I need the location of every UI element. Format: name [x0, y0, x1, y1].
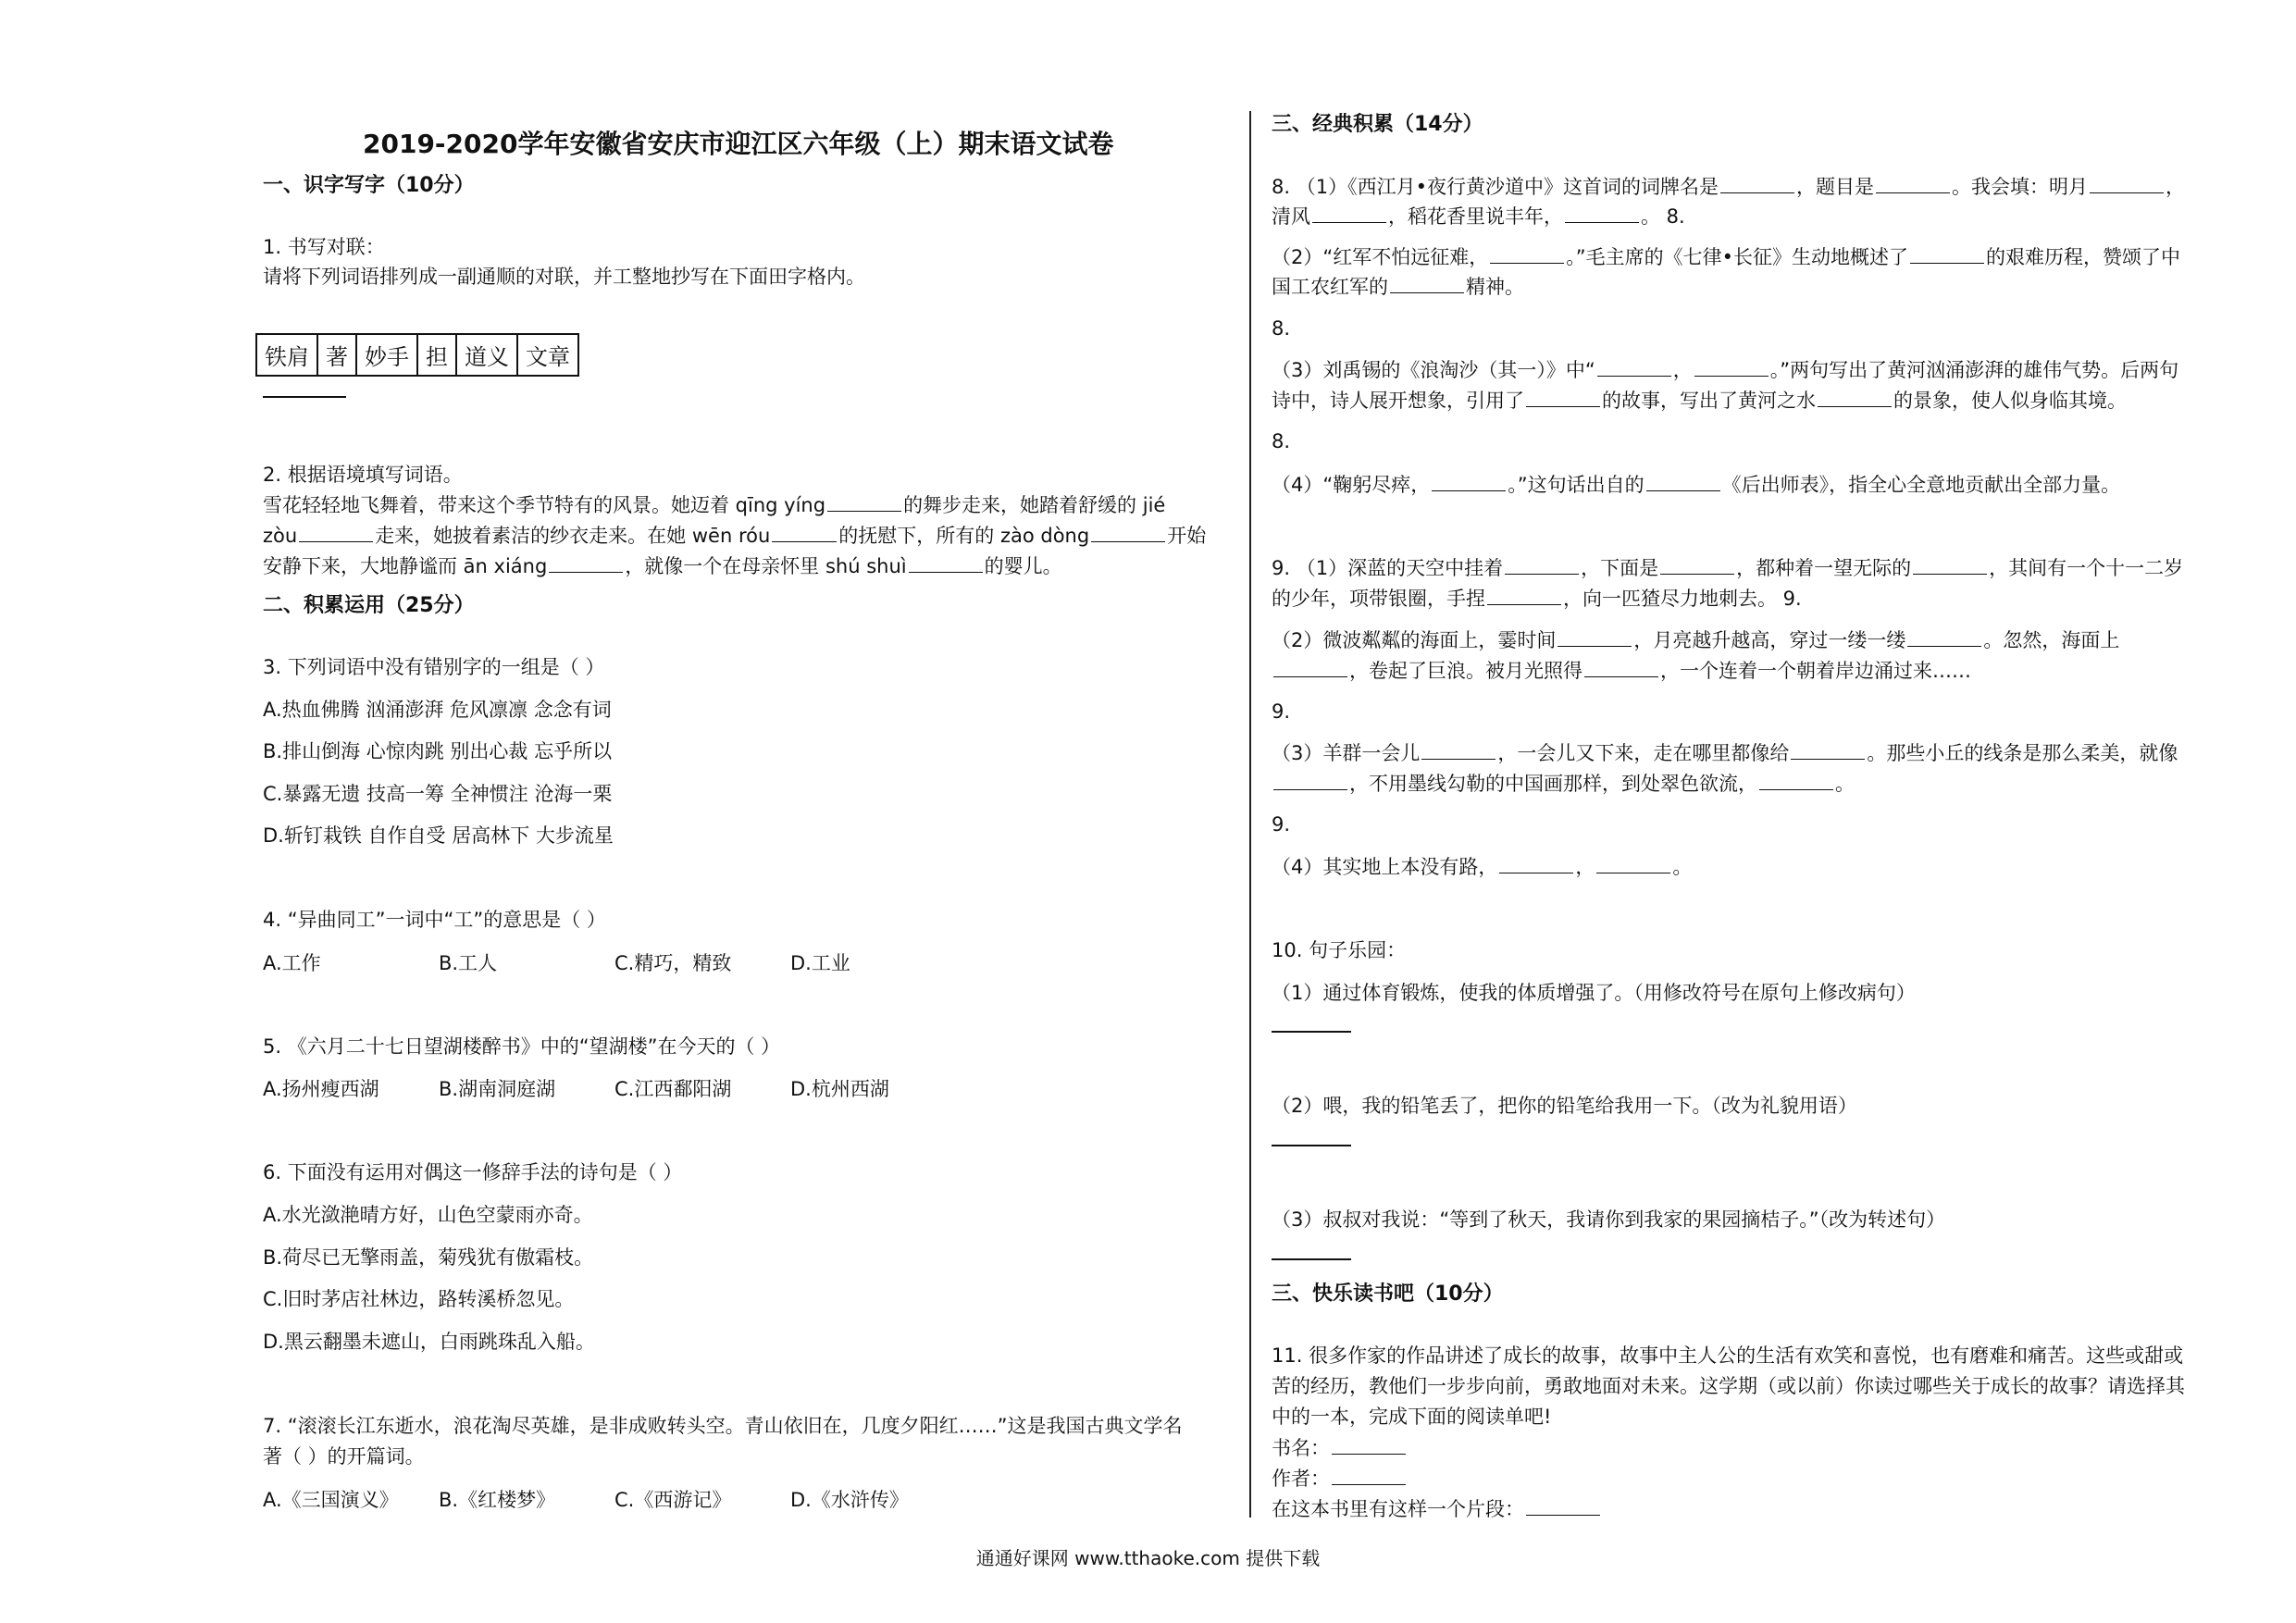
grid-cell: 文章 — [517, 334, 578, 376]
answer-blank[interactable] — [1273, 656, 1347, 677]
answer-blank[interactable] — [1499, 852, 1573, 873]
q8-text: 的景象，使人似身临其境。 — [1893, 390, 2127, 412]
answer-blank[interactable] — [827, 490, 901, 512]
q8-text: 精神。 — [1466, 276, 1524, 298]
q3-option-a[interactable]: A.热血佛腾 汹涌澎湃 危风凛凛 念念有词 — [263, 699, 612, 721]
q5-stem: 5. 《六月二十七日望湖楼醉书》中的“望湖楼”在今天的（ ） — [263, 1035, 781, 1058]
q8-text: 《后出师表》，指全心全意地贡献出全部力量。 — [1721, 474, 2121, 496]
q8-text: （3）刘禹锡的《浪淘沙（其一）》中“ — [1272, 359, 1595, 381]
q8-text: （2）“红军不怕远征难， — [1272, 246, 1489, 268]
answer-blank[interactable] — [1312, 202, 1386, 223]
q2-text: zòu — [263, 525, 298, 547]
q8-number: 8. — [1272, 317, 1291, 340]
q8-text: 清风 — [1272, 205, 1310, 228]
q9-part3-line2 — [1272, 769, 1855, 798]
q9-part4 — [1272, 852, 1692, 881]
passage-label: 在这本书里有这样一个片段： — [1272, 1498, 1524, 1520]
q4-stem: 4. “异曲同工”一词中“工”的意思是（ ） — [263, 909, 606, 931]
answer-blank[interactable] — [909, 551, 983, 573]
q2-line-3 — [263, 551, 1062, 580]
q3-option-c[interactable]: C.暴露无遗 技高一筹 全神惯注 沧海一栗 — [263, 783, 613, 805]
author-input[interactable] — [1332, 1464, 1406, 1485]
q8-part1-line2 — [1272, 202, 1685, 230]
q8-text: 。”毛主席的《七律•长征》生动地概述了 — [1566, 246, 1909, 268]
q2-title: 2. 根据语境填写词语。 — [263, 464, 463, 486]
page-title: 2019-2020学年安徽省安庆市迎江区六年级（上）期末语文试卷 — [363, 129, 1114, 159]
q9-part2-line1 — [1272, 626, 2119, 654]
section-heading-2: 二、积累运用（25分） — [263, 594, 475, 617]
q8-text: ，稻花香里说丰年， — [1388, 205, 1563, 228]
answer-blank[interactable] — [1432, 470, 1506, 491]
q2-text: ，就像一个在母亲怀里 shú shuì — [625, 555, 907, 577]
answer-blank[interactable] — [1596, 852, 1670, 873]
q11-passage-field — [1272, 1494, 1602, 1523]
q9-text: 。 — [1672, 856, 1693, 878]
answer-blank[interactable] — [1791, 738, 1865, 760]
q7-stem-line-2: 著（ ）的开篇词。 — [263, 1445, 425, 1468]
q9-part3-line1 — [1272, 738, 2178, 767]
q11-line-1: 11. 很多作家的作品讲述了成长的故事，故事中主人公的生活有欢笑和喜悦，也有磨难和痛苦。这些或甜或 — [1272, 1344, 2184, 1367]
q7-option-c[interactable]: C.《西游记》 — [614, 1489, 732, 1511]
q9-text: 9. （1）深蓝的天空中挂着 — [1272, 557, 1504, 579]
q8-part1-line1 — [1272, 172, 2185, 201]
q9-number: 9. — [1272, 813, 1291, 836]
q11-book-field — [1272, 1433, 1408, 1462]
q8-number: 8. — [1272, 430, 1291, 452]
q5-option-a[interactable]: A.扬州瘦西湖 — [263, 1078, 379, 1100]
passage-input[interactable] — [1526, 1494, 1600, 1516]
q9-part1-line2 — [1272, 584, 1802, 613]
q4-option-c[interactable]: C.精巧，精致 — [614, 952, 732, 974]
q2-text: 的舞步走来，她踏着舒缓的 jié — [903, 494, 1166, 516]
q4-option-d[interactable]: D.工业 — [790, 952, 850, 974]
column-divider — [1249, 111, 1251, 1518]
q8-text: 。”两句写出了黄河汹涌澎湃的雄伟气势。后两句 — [1769, 359, 2179, 381]
q9-text: ，不用墨线勾勒的中国画那样，到处翠色欲流， — [1349, 773, 1757, 795]
q6-option-c[interactable]: C.旧时茅店社林边，路转溪桥忽见。 — [263, 1288, 575, 1310]
q6-option-d[interactable]: D.黑云翻墨未遮山，白雨跳珠乱入船。 — [263, 1331, 595, 1353]
answer-blank[interactable] — [1876, 172, 1950, 193]
q8-text: 。 8. — [1641, 205, 1685, 228]
q9-text: ，一会儿又下来，走在哪里都像给 — [1497, 742, 1790, 764]
q9-part2-line2 — [1272, 656, 1971, 685]
answer-blank[interactable] — [1720, 172, 1794, 193]
q4-option-b[interactable]: B.工人 — [439, 952, 498, 974]
q10-answer-line-1[interactable] — [1272, 1031, 1351, 1033]
q8-text: 8. （1）《西江月•夜行黄沙道中》这首词的词牌名是 — [1272, 176, 1719, 198]
answer-blank[interactable] — [1487, 584, 1561, 605]
grid-cell: 妙手 — [356, 334, 417, 376]
q8-text: 国工农红军的 — [1272, 276, 1388, 298]
q5-option-c[interactable]: C.江西鄱阳湖 — [614, 1078, 732, 1100]
q8-text: 。我会填：明月 — [1951, 176, 2088, 198]
page-footer: 通通好课网 www.tthaoke.com 提供下载 — [975, 1547, 1321, 1569]
q10-sentence-2: （2）喂，我的铅笔丢了，把你的铅笔给我用一下。（改为礼貌用语） — [1272, 1095, 1857, 1117]
answer-blank[interactable] — [1646, 470, 1720, 491]
q8-text: 的艰难历程，赞颂了中 — [1986, 246, 2181, 268]
q7-option-d[interactable]: D.《水浒传》 — [790, 1489, 909, 1511]
q11-line-2: 苦的经历，教他们一步步向前，勇敢地面对未来。这学期（或以前）你读过哪些关于成长的故事？请选择其 — [1272, 1375, 2185, 1397]
q11-author-field — [1272, 1464, 1408, 1493]
answer-blank[interactable] — [1558, 626, 1632, 647]
answer-blank[interactable] — [1597, 355, 1671, 377]
q8-text: 的故事，写出了黄河之水 — [1602, 390, 1816, 412]
q9-text: ，月亮越升越高，穿过一缕一缕 — [1633, 629, 1906, 651]
answer-blank[interactable] — [1565, 202, 1639, 223]
q1-answer-line[interactable] — [263, 396, 346, 398]
q8-part2-line1 — [1272, 242, 2180, 271]
q2-text: 的抚慰下，所有的 zào dòng — [838, 525, 1090, 547]
q2-text: 开始 — [1167, 525, 1207, 547]
q10-answer-line-2[interactable] — [1272, 1145, 1351, 1146]
q8-text: ， — [1672, 359, 1693, 381]
q2-text: 走来，她披着素洁的纱衣走来。在她 wēn róu — [375, 525, 771, 547]
section-heading-1: 一、识字写字（10分） — [263, 174, 475, 197]
book-name-input[interactable] — [1332, 1433, 1406, 1455]
answer-blank[interactable] — [1421, 738, 1496, 760]
answer-blank[interactable] — [1390, 272, 1464, 293]
q8-part4 — [1272, 470, 2120, 499]
q2-line-2 — [263, 521, 1206, 550]
book-label: 书名： — [1272, 1437, 1330, 1459]
author-label: 作者： — [1272, 1468, 1330, 1490]
q5-option-d[interactable]: D.杭州西湖 — [790, 1078, 889, 1100]
answer-blank[interactable] — [1694, 355, 1769, 377]
answer-blank[interactable] — [1660, 553, 1734, 575]
grid-cell: 铁肩 — [256, 334, 317, 376]
answer-blank[interactable] — [1910, 242, 1984, 264]
q10-answer-line-3[interactable] — [1272, 1258, 1351, 1260]
answer-blank[interactable] — [772, 521, 837, 542]
couplet-word-grid — [255, 333, 579, 377]
answer-blank[interactable] — [299, 521, 373, 542]
answer-blank[interactable] — [1759, 769, 1833, 790]
q2-text: 雪花轻轻地飞舞着，带来这个季节特有的风景。她迈着 qīng yíng — [263, 494, 826, 516]
q9-text: （2）微波粼粼的海面上，霎时间 — [1272, 629, 1557, 651]
q9-text: 。 — [1835, 773, 1855, 795]
q1-title: 1. 书写对联： — [263, 236, 385, 258]
q9-text: 的少年，项带银圈，手捏 — [1272, 588, 1485, 610]
answer-blank[interactable] — [549, 551, 623, 573]
q8-text: ，题目是 — [1795, 176, 1874, 198]
q9-text: ，卷起了巨浪。被月光照得 — [1349, 660, 1582, 682]
q9-text: （3）羊群一会儿 — [1272, 742, 1421, 764]
q8-text: （4）“鞠躬尽瘁， — [1272, 474, 1431, 496]
q10-sentence-3: （3）叔叔对我说：“等到了秋天，我请你到我家的果园摘桔子。”（改为转述句） — [1272, 1208, 1946, 1231]
q2-text: 的婴儿。 — [984, 555, 1062, 577]
q4-option-a[interactable]: A.工作 — [263, 952, 321, 974]
q8-text: 诗中，诗人展开想象，引用了 — [1272, 390, 1524, 412]
answer-blank[interactable] — [1091, 521, 1165, 542]
answer-blank[interactable] — [1505, 553, 1579, 575]
q2-line-1 — [263, 490, 1165, 519]
answer-blank[interactable] — [1907, 626, 1981, 647]
q8-part3-line1 — [1272, 355, 2178, 384]
q10-title: 10. 句子乐园： — [1272, 939, 1407, 961]
q9-text: ，一个连着一个朝着岸边涌过来…… — [1660, 660, 1971, 682]
answer-blank[interactable] — [1490, 242, 1564, 264]
q9-text: ，都种着一望无际的 — [1736, 557, 1912, 579]
answer-blank[interactable] — [1273, 769, 1347, 790]
q6-stem: 6. 下面没有运用对偶这一修辞手法的诗句是（ ） — [263, 1161, 683, 1183]
grid-cell: 著 — [317, 334, 356, 376]
q9-text: ，向一匹猹尽力地刺去。 9. — [1563, 588, 1802, 610]
grid-cell: 担 — [417, 334, 456, 376]
q9-text: 。那些小丘的线条是那么柔美，就像 — [1867, 742, 2178, 764]
q7-option-a[interactable]: A.《三国演义》 — [263, 1489, 399, 1511]
q8-part2-line2 — [1272, 272, 1524, 301]
answer-blank[interactable] — [1526, 386, 1600, 407]
q10-sentence-1: （1）通过体育锻炼，使我的体质增强了。（用修改符号在原句上修改病句） — [1272, 982, 1916, 1004]
answer-blank[interactable] — [2090, 172, 2164, 193]
q9-text: ，其间有一个十一二岁 — [1989, 557, 2184, 579]
q6-option-a[interactable]: A.水光潋滟晴方好，山色空蒙雨亦奇。 — [263, 1204, 593, 1226]
grid-cell: 道义 — [456, 334, 517, 376]
q8-part3-line2 — [1272, 386, 2127, 415]
section-heading-3: 三、经典积累（14分） — [1272, 113, 1483, 136]
q2-text: 安静下来，大地静谧而 ān xiáng — [263, 555, 548, 577]
q7-stem-line-1: 7. “滚滚长江东逝水，浪花淘尽英雄，是非成败转头空。青山依旧在，几度夕阳红……”这是我国古典文学名 — [263, 1415, 1183, 1437]
answer-blank[interactable] — [1584, 656, 1658, 677]
q8-text: ， — [2165, 176, 2185, 198]
q5-option-b[interactable]: B.湖南洞庭湖 — [439, 1078, 556, 1100]
q1-instruction: 请将下列词语排列成一副通顺的对联，并工整地抄写在下面田字格内。 — [263, 266, 865, 288]
q7-option-b[interactable]: B.《红楼梦》 — [439, 1489, 556, 1511]
q11-line-3: 中的一本，完成下面的阅读单吧! — [1272, 1406, 1552, 1428]
q9-part1-line1 — [1272, 553, 2183, 582]
q3-stem: 3. 下列词语中没有错别字的一组是（ ） — [263, 656, 605, 678]
q9-text: ，下面是 — [1581, 557, 1659, 579]
q9-number: 9. — [1272, 700, 1291, 723]
answer-blank[interactable] — [1818, 386, 1892, 407]
q9-text: （4）其实地上本没有路， — [1272, 856, 1498, 878]
q9-text: ， — [1575, 856, 1595, 878]
q8-text: 。”这句话出自的 — [1508, 474, 1644, 496]
q3-option-d[interactable]: D.斩钉栽铁 自作自受 居高林下 大步流星 — [263, 824, 614, 847]
section-heading-4: 三、快乐读书吧（10分） — [1272, 1282, 1504, 1306]
answer-blank[interactable] — [1913, 553, 1987, 575]
q9-text: 。忽然，海面上 — [1983, 629, 2120, 651]
q6-option-b[interactable]: B.荷尽已无擎雨盖，菊残犹有傲霜枝。 — [263, 1246, 594, 1269]
q3-option-b[interactable]: B.排山倒海 心惊肉跳 别出心裁 忘乎所以 — [263, 740, 613, 762]
